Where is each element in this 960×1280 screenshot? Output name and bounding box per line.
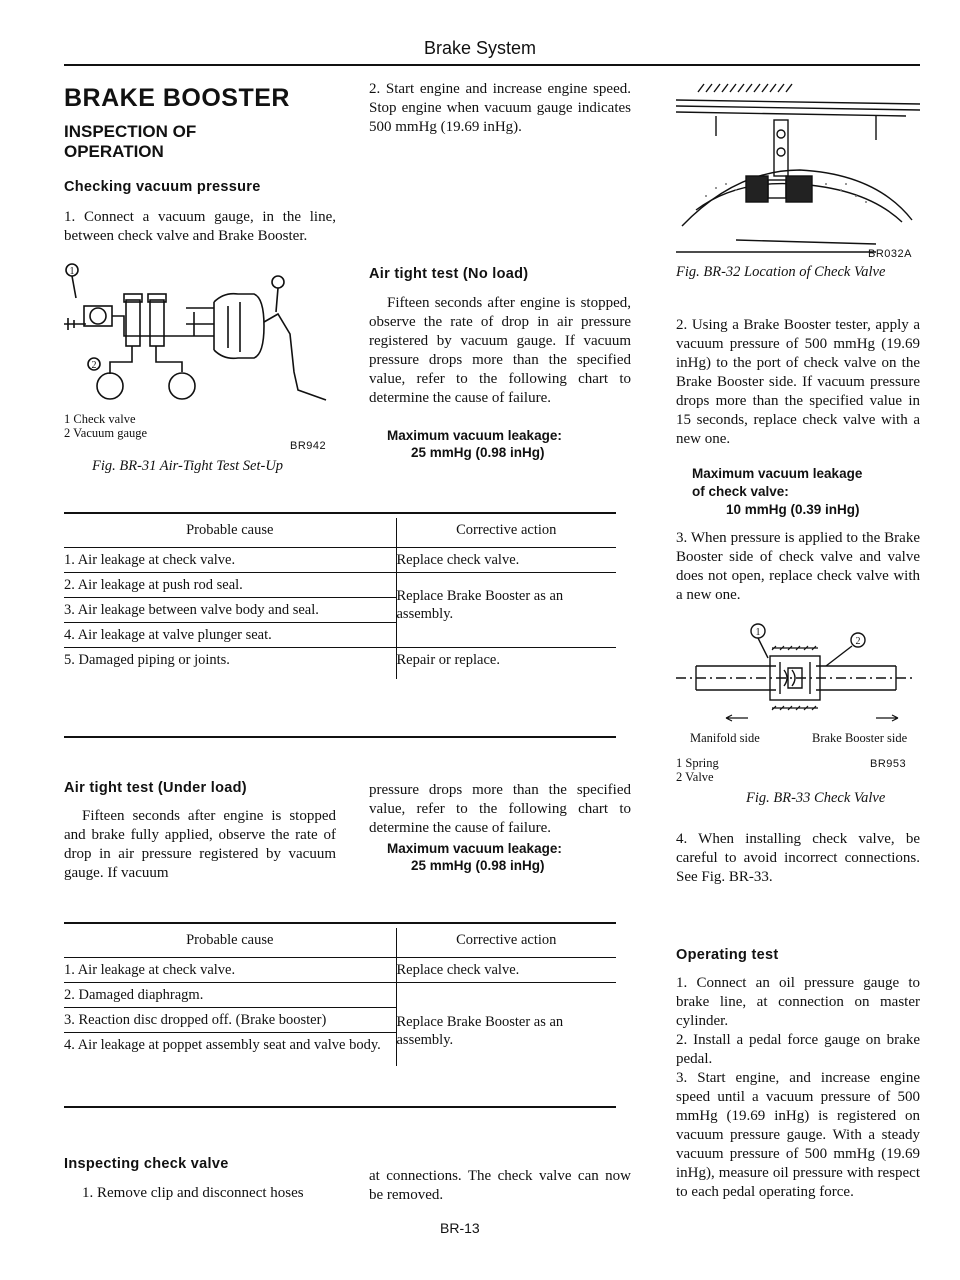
table-row [64, 983, 616, 1008]
right-step-2: 2. Using a Brake Booster tester, apply a vacuum pressure of 500 mmHg (19.69 inHg) to the port of check valve on the Brake Booster side. If vacuum pressure drops more than the specified value in 15 seconds, replace check valve with a new one. [676, 317, 920, 447]
table1 [64, 518, 616, 679]
table1-cause-4: 4. Air leakage at valve plunger seat. [64, 627, 272, 643]
table1-bottom-rule [64, 736, 616, 738]
callout-1-label: 1 [755, 627, 761, 638]
check-valve-text-a: 1. Remove clip and disconnect hoses [82, 1185, 304, 1201]
table2-cause-1: 1. Air leakage at check valve. [64, 962, 236, 978]
check-valve-spec-label2: of check valve: [692, 484, 789, 499]
subsection-title: INSPECTION OF OPERATION [64, 122, 197, 161]
op-step-3: 3. Start engine, and increase engine speed until a vacuum pressure of 500 mmHg (19.69 inHg) is registered on vacuum pressure gauge. With a steady vacuum pressure of 500 mmHg (19.69 inHg), measure oil pressure with respect to each pedal operating force. [676, 1070, 920, 1200]
vacuum-pressure-heading: Checking vacuum pressure [64, 179, 261, 195]
fig31-legend-2: 2 Vacuum gauge [64, 426, 148, 440]
fig33-legend-2: 2 Valve [676, 770, 714, 784]
under-load-heading: Air tight test (Under load) [64, 780, 247, 796]
under-load-text-b: pressure drops more than the specified value, refer to the following chart to determine the cause of failure. [369, 782, 631, 836]
table1-cause-3: 3. Air leakage between valve body and seal. [64, 602, 319, 618]
table-row [64, 573, 616, 598]
operating-test-heading: Operating test [676, 947, 779, 963]
table1-action-2: Replace Brake Booster as an assembly. [396, 573, 616, 648]
under-load-spec-value: 25 mmHg (0.98 inHg) [411, 858, 545, 873]
op-step-2: 2. Install a pedal force gauge on brake pedal. [676, 1032, 920, 1067]
fig33-caption: Fig. BR-33 Check Valve [746, 790, 886, 806]
table-row [64, 648, 616, 680]
figure-br31 [64, 262, 336, 412]
check-valve-spec-label: Maximum vacuum leakage [692, 466, 863, 481]
mid-step-2: 2. Start engine and increase engine speed. Stop engine when vacuum gauge indicates 500 mmHg (19.69 inHg). [369, 81, 631, 135]
table-row [64, 548, 616, 573]
table2-cause-2: 2. Damaged diaphragm. [64, 987, 204, 1003]
check-valve-spec-value: 10 mmHg (0.39 inHg) [726, 502, 860, 517]
table1-cause-1: 1. Air leakage at check valve. [64, 552, 236, 568]
no-load-spec-value: 25 mmHg (0.98 inHg) [411, 445, 545, 460]
table2-top-rule [64, 922, 616, 924]
table1-cause-5: 5. Damaged piping or joints. [64, 652, 230, 668]
table1-header-action: Corrective action [396, 518, 616, 548]
callout-1-label: 1 [69, 266, 75, 277]
check-valve-diagram [676, 620, 920, 720]
table1-action-1: Replace check valve. [396, 548, 616, 573]
section-title: BRAKE BOOSTER [64, 84, 290, 112]
left-step-1: 1. Connect a vacuum gauge, in the line, between check valve and Brake Booster. [64, 209, 336, 244]
page-number: BR-13 [440, 1220, 480, 1236]
table-row [64, 958, 616, 983]
fig31-legend-1: 1 Check valve [64, 412, 136, 426]
table2-header-cause: Probable cause [186, 932, 274, 948]
callout-2-label: 2 [855, 636, 861, 647]
check-valve-text-b: at connections. The check valve can now be removed. [369, 1168, 631, 1203]
right-step-3: 3. When pressure is applied to the Brake Booster side of check valve and valve does not open, replace check valve with a new one. [676, 530, 920, 603]
fig32-caption: Fig. BR-32 Location of Check Valve [676, 264, 886, 280]
op-step-1: 1. Connect an oil pressure gauge to brake line, at connection on master cylinder. [676, 975, 920, 1029]
no-load-heading: Air tight test (No load) [369, 266, 529, 282]
table1-cause-2: 2. Air leakage at push rod seal. [64, 577, 243, 593]
table2-action-1: Replace check valve. [396, 958, 616, 983]
fig31-code: BR942 [290, 440, 327, 452]
check-valve-heading: Inspecting check valve [64, 1156, 229, 1172]
table1-header-cause: Probable cause [186, 522, 274, 538]
header-rule [64, 64, 920, 66]
table2-bottom-rule [64, 1106, 616, 1108]
page-header-title: Brake System [423, 38, 537, 58]
fig33-manifold-label: Manifold side [690, 731, 760, 745]
fig32-code: BR032A [868, 248, 912, 260]
fig31-caption: Fig. BR-31 Air-Tight Test Set-Up [92, 458, 284, 474]
air-tight-setup-diagram [64, 262, 336, 412]
table2-cause-3: 3. Reaction disc dropped off. (Brake booster) [64, 1012, 327, 1028]
callout-2-label: 2 [91, 360, 97, 371]
under-load-text-a: Fifteen seconds after engine is stopped and brake fully applied, observe the rate of drop in air pressure registered by vacuum gauge. If vacuum [64, 808, 336, 881]
check-valve-location-diagram [676, 80, 920, 260]
table2-action-2: Replace Brake Booster as an assembly. [396, 983, 616, 1067]
figure-br33 [676, 620, 920, 720]
table2-header-action: Corrective action [396, 928, 616, 958]
table2-cause-4: 4. Air leakage at poppet assembly seat and valve body. [64, 1037, 381, 1053]
fig33-booster-label: Brake Booster side [812, 731, 908, 745]
table1-action-3: Repair or replace. [396, 648, 616, 680]
right-step-4: 4. When installing check valve, be careful to avoid incorrect connections. See Fig. BR-33. [676, 831, 920, 885]
no-load-spec-label: Maximum vacuum leakage: [387, 428, 562, 443]
under-load-spec-label: Maximum vacuum leakage: [387, 841, 562, 856]
table1-top-rule [64, 512, 616, 514]
fig33-legend-1: 1 Spring [676, 756, 719, 770]
table2 [64, 928, 616, 1066]
fig33-code: BR953 [870, 758, 907, 770]
no-load-text: Fifteen seconds after engine is stopped, observe the rate of drop in air pressure registered by vacuum gauge. If vacuum pressure drops more than the specified value, refer to the following chart to determine the cause of failure. [369, 295, 631, 406]
figure-br32 [676, 80, 920, 260]
